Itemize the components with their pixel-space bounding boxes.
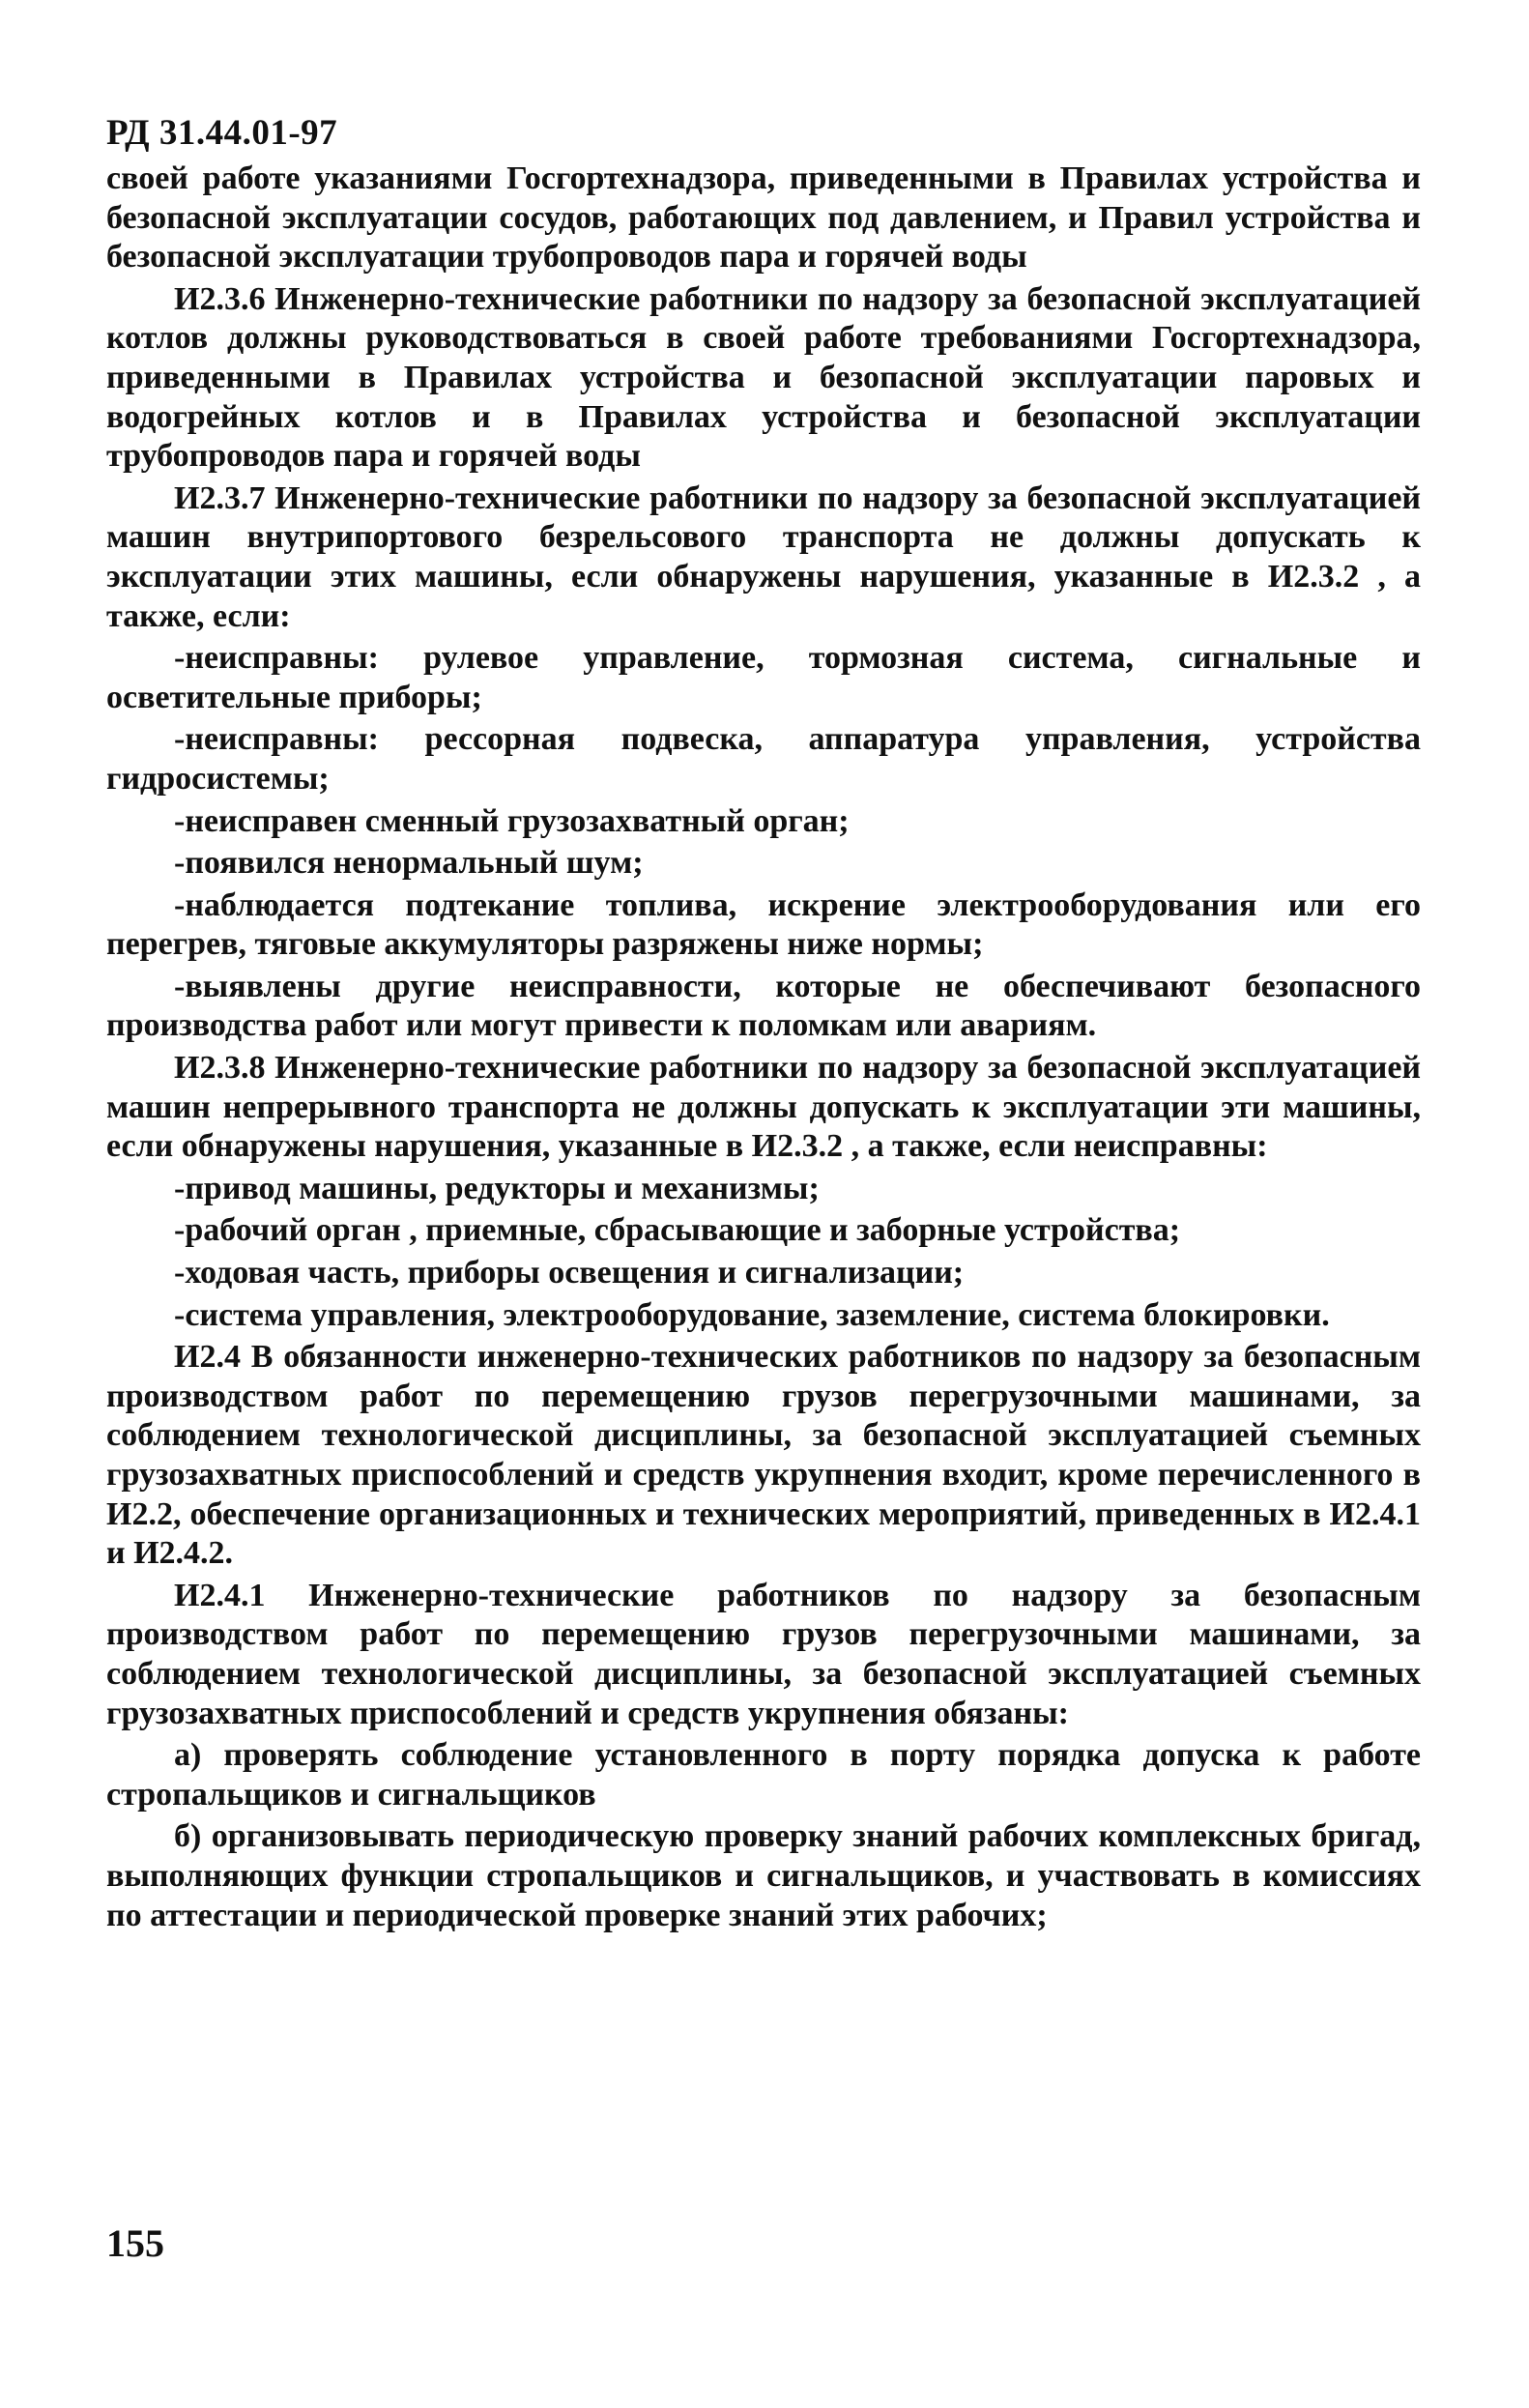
page-number: 155 <box>106 2221 164 2265</box>
clause-i2-3-7: И2.3.7 Инженерно-технические работники по надзору за безопасной эксплуатацией машин внутрипортового безрельсового транспорта не должны допускать к эксплуатации этих машины, если обнаружены нарушения, указанные в И2.3.2 , а также, если: <box>106 479 1421 634</box>
clause-i2-4: И2.4 В обязанности инженерно-технических работников по надзору за безопасным производством работ по перемещению грузов перегрузочными машинами, за соблюдением технологической дисциплины, за безопасной эксплуатацией съемных грузозахватных приспособлений и средств укрупнения входит, кроме перечисленного в И2.2, обеспечение организационных и технических мероприятий, приведенных в И2.4.1 и И2.4.2. <box>106 1339 1421 1572</box>
document-code-header: РД 31.44.01-97 <box>106 113 338 153</box>
list-item: -ходовая часть, приборы освещения и сигнализации; <box>174 1255 965 1291</box>
document-page <box>106 111 1421 1938</box>
clause-i2-3-8: И2.3.8 Инженерно-технические работники по надзору за безопасной эксплуатацией машин непрерывного транспорта не должны допускать к эксплуатации эти машины, если обнаружены нарушения, указанные в И2.3.2 , а также, если неисправны: <box>106 1050 1421 1165</box>
list-item: -неисправны: рулевое управление, тормозная система, сигнальные и осветительные приборы; <box>106 640 1421 715</box>
list-item: -наблюдается подтекание топлива, искрение электрооборудования или его перегрев, тяговые аккумуляторы разряжены ниже нормы; <box>106 886 1421 963</box>
paragraph-continuation: своей работе указаниями Госгортехнадзора, приведенными в Правилах устройства и безопасной эксплуатации сосудов, работающих под давлением, и Правил устройства и безопасной эксплуатации трубопроводов пара и горячей воды <box>106 160 1421 276</box>
list-item: -появился ненормальный шум; <box>174 845 644 882</box>
list-item: -привод машины, редукторы и механизмы; <box>174 1170 820 1206</box>
list-item: -неисправны: рессорная подвеска, аппаратура управления, устройства гидросистемы; <box>106 721 1421 797</box>
list-item: -рабочий орган , приемные, сбрасывающие и заборные устройства; <box>174 1212 1181 1249</box>
list-item: -система управления, электрооборудование, заземление, система блокировки. <box>174 1296 1330 1333</box>
list-item: -выявлены другие неисправности, которые не обеспечивают безопасного производства работ или могут привести к поломкам или авариям. <box>106 968 1421 1044</box>
list-item: б) организовывать периодическую проверку знаний рабочих комплексных бригад, выполняющих функции стропальщиков и сигнальщиков, и участвовать в комиссиях по аттестации и периодической проверке знаний этих рабочих; <box>106 1818 1421 1933</box>
list-item: -неисправен сменный грузозахватный орган; <box>174 802 850 839</box>
clause-i2-4-1: И2.4.1 Инженерно-технические работников по надзору за безопасным производством работ по перемещению грузов перегрузочными машинами, за соблюдением технологической дисциплины, за безопасной эксплуатацией съемных грузозахватных приспособлений и средств укрупнения обязаны: <box>106 1577 1421 1731</box>
list-item: а) проверять соблюдение установленного в порту порядка допуска к работе стропальщиков и сигнальщиков <box>106 1737 1421 1813</box>
clause-i2-3-6: И2.3.6 Инженерно-технические работники по надзору за безопасной эксплуатацией котлов должны руководствоваться в своей работе требованиями Госгортехнадзора, приведенными в Правилах устройства и безопасной эксплуатации паровых и водогрейных котлов и в Правилах устройства и безопасной эксплуатации трубопроводов пара и горячей воды <box>106 280 1421 475</box>
